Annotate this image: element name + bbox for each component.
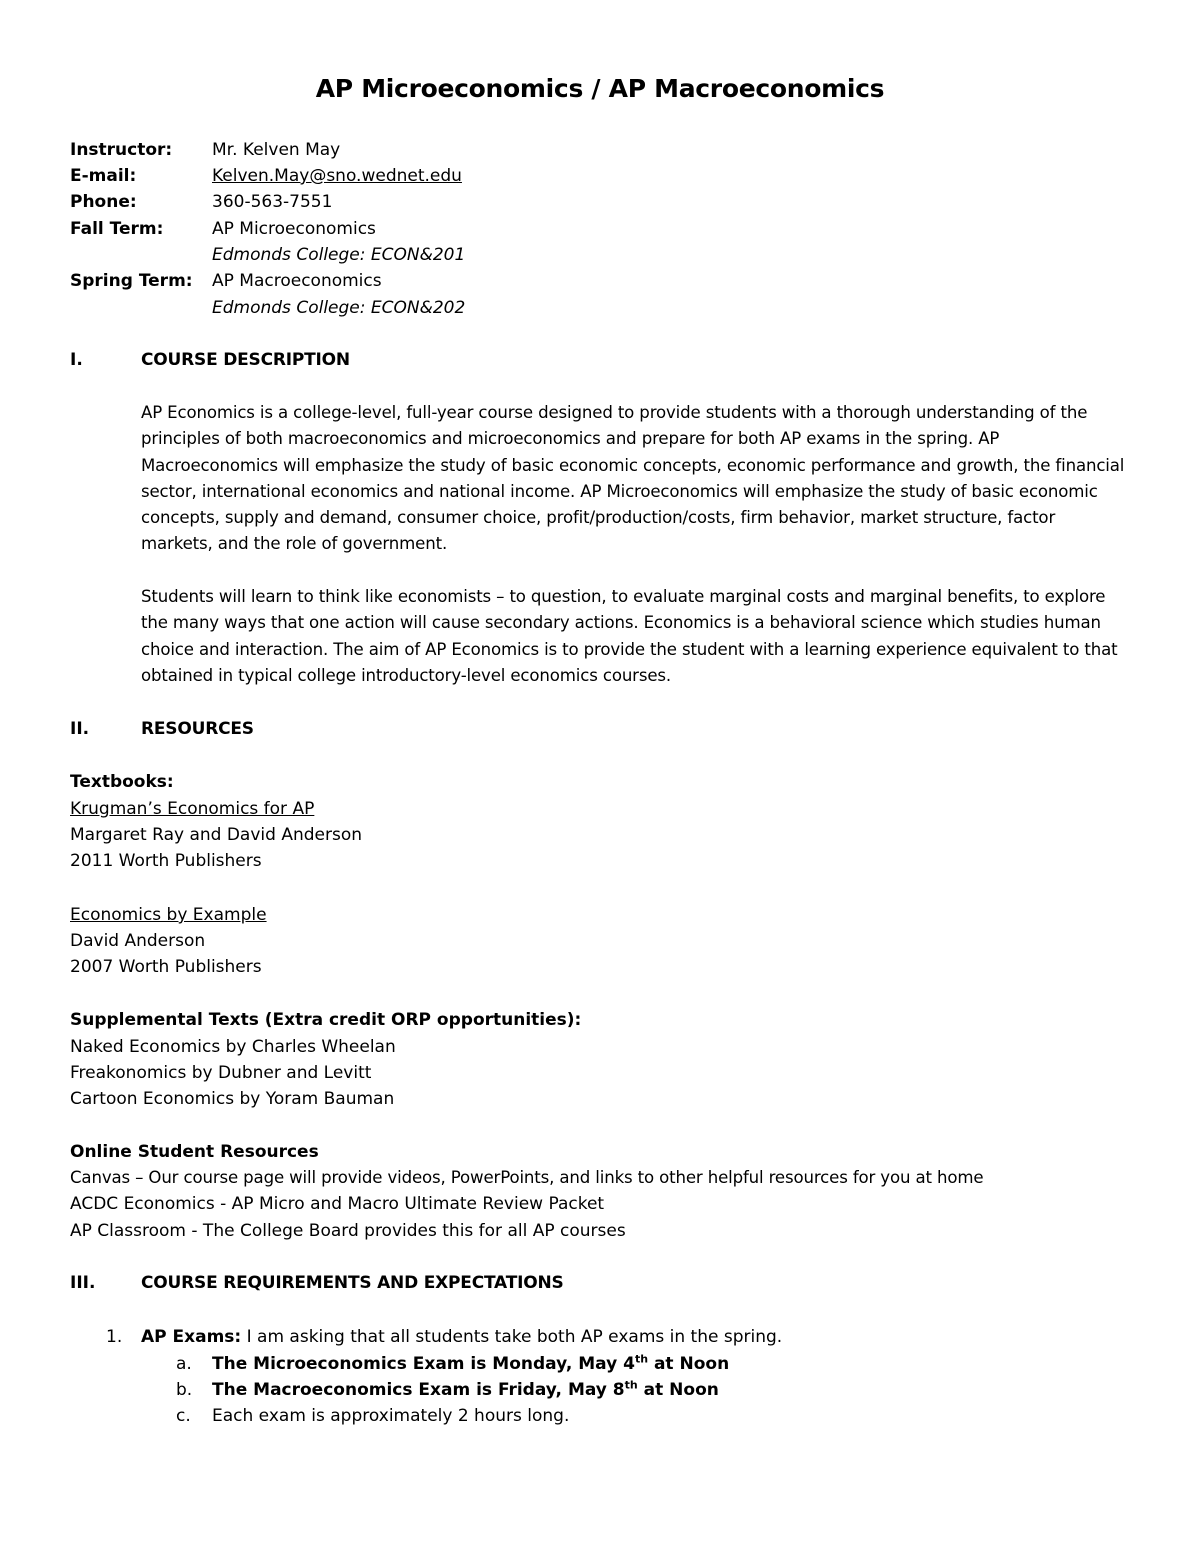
section-number: III.: [70, 1273, 96, 1293]
instructor-value: Mr. Kelven May: [212, 140, 341, 160]
online-resources-heading: Online Student Resources: [70, 1142, 319, 1162]
list-letter: c.: [176, 1406, 191, 1426]
ap-exams-label: AP Exams:: [141, 1327, 242, 1347]
supplemental-text-item: Naked Economics by Charles Wheelan: [70, 1037, 396, 1057]
supplemental-text-item: Freakonomics by Dubner and Levitt: [70, 1063, 372, 1083]
macro-exam-time: at Noon: [637, 1380, 719, 1400]
textbook-title: Economics by Example: [70, 905, 267, 925]
macro-exam-date: [212, 1377, 719, 1403]
section-number: II.: [70, 719, 90, 739]
course-description-paragraph: AP Economics is a college-level, full-year course designed to provide students with a thorough understanding of the principles of both macroeconomics and microeconomics and prepare for both AP exams in the spring. AP Macroeconomics will emphasize the study of basic economic concepts, economic performance and growth, the financial sector, international economics and national income. AP Microeconomics will emphasize the study of basic economic concepts, supply and demand, consumer choice, profit/production/costs, firm behavior, market structure, factor markets, and the role of government.: [141, 403, 1125, 554]
fall-term-course: AP Microeconomics: [212, 219, 376, 239]
supplemental-texts-heading: Supplemental Texts (Extra credit ORP opportunities):: [70, 1010, 582, 1030]
section-title: RESOURCES: [141, 719, 254, 739]
list-letter: b.: [176, 1380, 193, 1400]
spring-term-course: AP Macroeconomics: [212, 271, 382, 291]
course-goals-paragraph: Students will learn to think like economists – to question, to evaluate marginal costs and marginal benefits, to explore the many ways that one action will cause secondary actions. Economics is a behavioral science which studies human choice and interaction. The aim of AP Economics is to provide the student with a learning experience equivalent to that obtained in typical college introductory-level economics courses.: [141, 587, 1118, 685]
macro-exam-text: The Macroeconomics Exam is Friday, May 8: [212, 1380, 625, 1400]
section-number: I.: [70, 350, 83, 370]
textbook-author: David Anderson: [70, 931, 206, 951]
online-resource-item: AP Classroom - The College Board provides this for all AP courses: [70, 1221, 626, 1241]
phone-label: Phone:: [70, 192, 137, 212]
textbook-title: Krugman’s Economics for AP: [70, 799, 315, 819]
textbook-authors: Margaret Ray and David Anderson: [70, 825, 362, 845]
spring-term-college: Edmonds College: ECON&202: [212, 298, 466, 318]
email-label: E-mail:: [70, 166, 137, 186]
supplemental-text-item: Cartoon Economics by Yoram Bauman: [70, 1089, 395, 1109]
fall-term-college: Edmonds College: ECON&201: [212, 245, 466, 265]
micro-exam-date: [212, 1351, 729, 1377]
exam-length: Each exam is approximately 2 hours long.: [212, 1406, 570, 1426]
section-title: COURSE REQUIREMENTS AND EXPECTATIONS: [141, 1273, 564, 1293]
micro-exam-text: The Microeconomics Exam is Monday, May 4: [212, 1354, 635, 1374]
online-resource-item: ACDC Economics - AP Micro and Macro Ultimate Review Packet: [70, 1194, 605, 1214]
textbook-publisher: 2007 Worth Publishers: [70, 957, 262, 977]
document-title: AP Microeconomics / AP Macroeconomics: [315, 74, 885, 103]
fall-term-label: Fall Term:: [70, 219, 164, 239]
spring-term-label: Spring Term:: [70, 271, 193, 291]
ordinal-suffix: th: [624, 1378, 638, 1392]
phone-value: 360-563-7551: [212, 192, 333, 212]
section-title: COURSE DESCRIPTION: [141, 350, 350, 370]
instructor-label: Instructor:: [70, 140, 173, 160]
email-link[interactable]: Kelven.May@sno.wednet.edu: [212, 166, 462, 186]
ordinal-suffix: th: [634, 1352, 649, 1366]
ap-exams-text: I am asking that all students take both AP exams in the spring.: [241, 1327, 783, 1347]
micro-exam-time: at Noon: [648, 1354, 730, 1374]
textbook-publisher: 2011 Worth Publishers: [70, 851, 262, 871]
online-resource-item: Canvas – Our course page will provide videos, PowerPoints, and links to other helpful resources for you at home: [70, 1168, 984, 1187]
textbooks-heading: Textbooks:: [70, 772, 174, 792]
list-number: 1.: [106, 1327, 123, 1347]
ap-exams-item: [141, 1324, 782, 1350]
list-letter: a.: [176, 1354, 192, 1374]
